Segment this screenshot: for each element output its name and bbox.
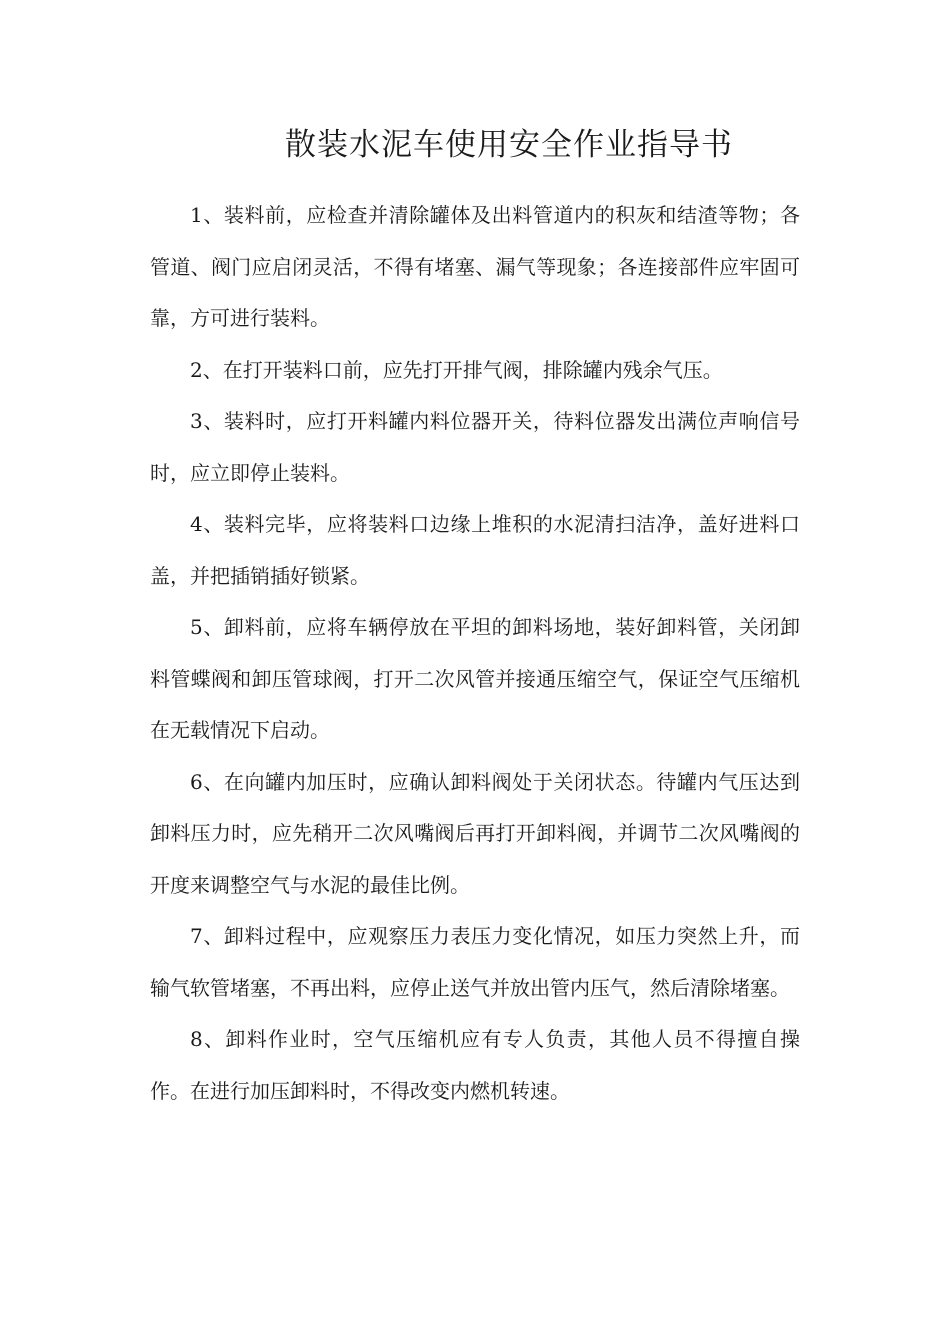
paragraph-7: 7、卸料过程中，应观察压力表压力变化情况，如压力突然上升，而输气软管堵塞，不再出料，应停止送气并放出管内压气，然后清除堵塞。 [150,924,800,1000]
paragraph-6: 6、在向罐内加压时，应确认卸料阀处于关闭状态。待罐内气压达到卸料压力时，应先稍开二次风嘴阀后再打开卸料阀，并调节二次风嘴阀的开度来调整空气与水泥的最佳比例。 [150,769,800,897]
paragraph-3: 3、装料时，应打开料罐内料位器开关，待料位器发出满位声响信号时，应立即停止装料。 [150,409,800,485]
paragraph-1: 1、装料前，应检查并清除罐体及出料管道内的积灰和结渣等物；各管道、阀门应启闭灵活，不得有堵塞、漏气等现象；各连接部件应牢固可靠，方可进行装料。 [150,203,800,330]
paragraph-4: 4、装料完毕，应将装料口边缘上堆积的水泥清扫洁净，盖好进料口盖，并把插销插好锁紧。 [150,512,800,588]
paragraph-5: 5、卸料前，应将车辆停放在平坦的卸料场地，装好卸料管，关闭卸料管蝶阀和卸压管球阀，打开二次风管并接通压缩空气，保证空气压缩机在无载情况下启动。 [150,615,800,742]
document-title: 散装水泥车使用安全作业指导书 [285,127,733,163]
paragraph-8: 8、卸料作业时，空气压缩机应有专人负责，其他人员不得擅自操作。在进行加压卸料时，不得改变内燃机转速。 [150,1027,800,1103]
document-body [150,190,800,1117]
paragraph-2: 2、在打开装料口前，应先打开排气阀，排除罐内残余气压。 [190,357,723,382]
